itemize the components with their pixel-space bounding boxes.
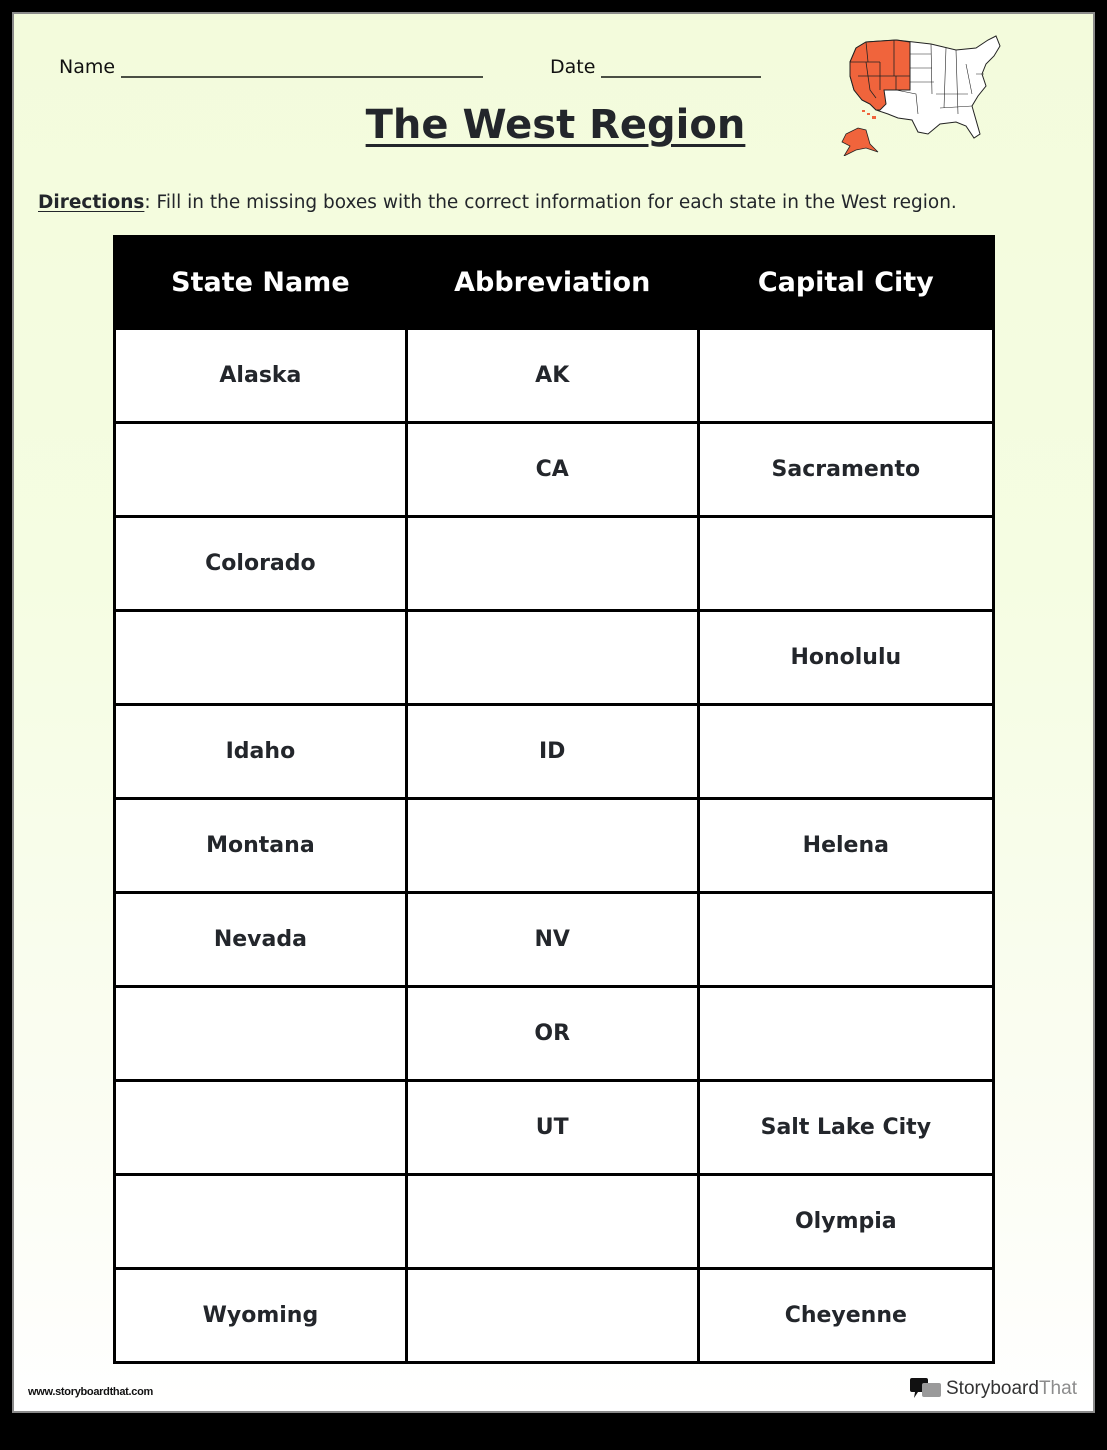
abbr-cell[interactable]: ID [406,705,698,799]
capital-cell[interactable] [698,329,993,423]
storyboardthat-logo [910,1376,1077,1402]
abbr-cell[interactable] [406,611,698,705]
state-cell[interactable] [115,423,407,517]
table-row [115,1081,994,1175]
capital-cell[interactable] [698,517,993,611]
brand-that: That [1038,1378,1077,1399]
state-cell[interactable] [115,1175,407,1269]
capital-cell[interactable]: Salt Lake City [698,1081,993,1175]
state-cell[interactable]: Idaho [115,705,407,799]
table-row [115,423,994,517]
table-row [115,705,994,799]
capital-cell[interactable] [698,893,993,987]
footer-url: www.storyboardthat.com [28,1386,154,1398]
table-row [115,329,994,423]
directions-label: Directions [38,192,145,213]
date-blank[interactable] [601,58,761,78]
table-header-row [115,237,994,329]
table-row [115,1175,994,1269]
table-row [115,1269,994,1363]
table-row [115,517,994,611]
state-cell[interactable]: Wyoming [115,1269,407,1363]
capital-cell[interactable]: Sacramento [698,423,993,517]
header-abbreviation: Abbreviation [406,237,698,329]
state-cell[interactable]: Alaska [115,329,407,423]
directions-text [38,192,957,213]
name-label: Name [59,56,116,78]
date-label: Date [550,56,596,78]
capital-cell[interactable]: Olympia [698,1175,993,1269]
abbr-cell[interactable] [406,517,698,611]
table-row [115,799,994,893]
abbr-cell[interactable]: CA [406,423,698,517]
state-cell[interactable] [115,987,407,1081]
state-cell[interactable] [115,1081,407,1175]
abbr-cell[interactable]: UT [406,1081,698,1175]
table-row [115,987,994,1081]
speech-bubble-icon [910,1376,942,1402]
state-cell[interactable] [115,611,407,705]
abbr-cell[interactable]: OR [406,987,698,1081]
directions-body: : Fill in the missing boxes with the correct information for each state in the West region. [144,192,957,213]
brand-story: Storyboard [946,1378,1039,1399]
date-field[interactable] [550,56,761,78]
capital-cell[interactable]: Cheyenne [698,1269,993,1363]
states-table [113,235,995,1364]
abbr-cell[interactable] [406,1269,698,1363]
state-cell[interactable]: Nevada [115,893,407,987]
name-field[interactable] [59,56,483,78]
capital-cell[interactable]: Helena [698,799,993,893]
name-blank[interactable] [121,58,483,78]
state-cell[interactable]: Colorado [115,517,407,611]
abbr-cell[interactable]: NV [406,893,698,987]
header-state-name: State Name [115,237,407,329]
capital-cell[interactable] [698,705,993,799]
capital-cell[interactable] [698,987,993,1081]
header-capital-city: Capital City [698,237,993,329]
capital-cell[interactable]: Honolulu [698,611,993,705]
state-cell[interactable]: Montana [115,799,407,893]
table-row [115,611,994,705]
worksheet-page [12,12,1095,1413]
page-title: The West Region [365,102,746,148]
abbr-cell[interactable] [406,1175,698,1269]
abbr-cell[interactable] [406,799,698,893]
abbr-cell[interactable]: AK [406,329,698,423]
table-row [115,893,994,987]
us-map-west-highlighted-icon [836,34,1006,156]
